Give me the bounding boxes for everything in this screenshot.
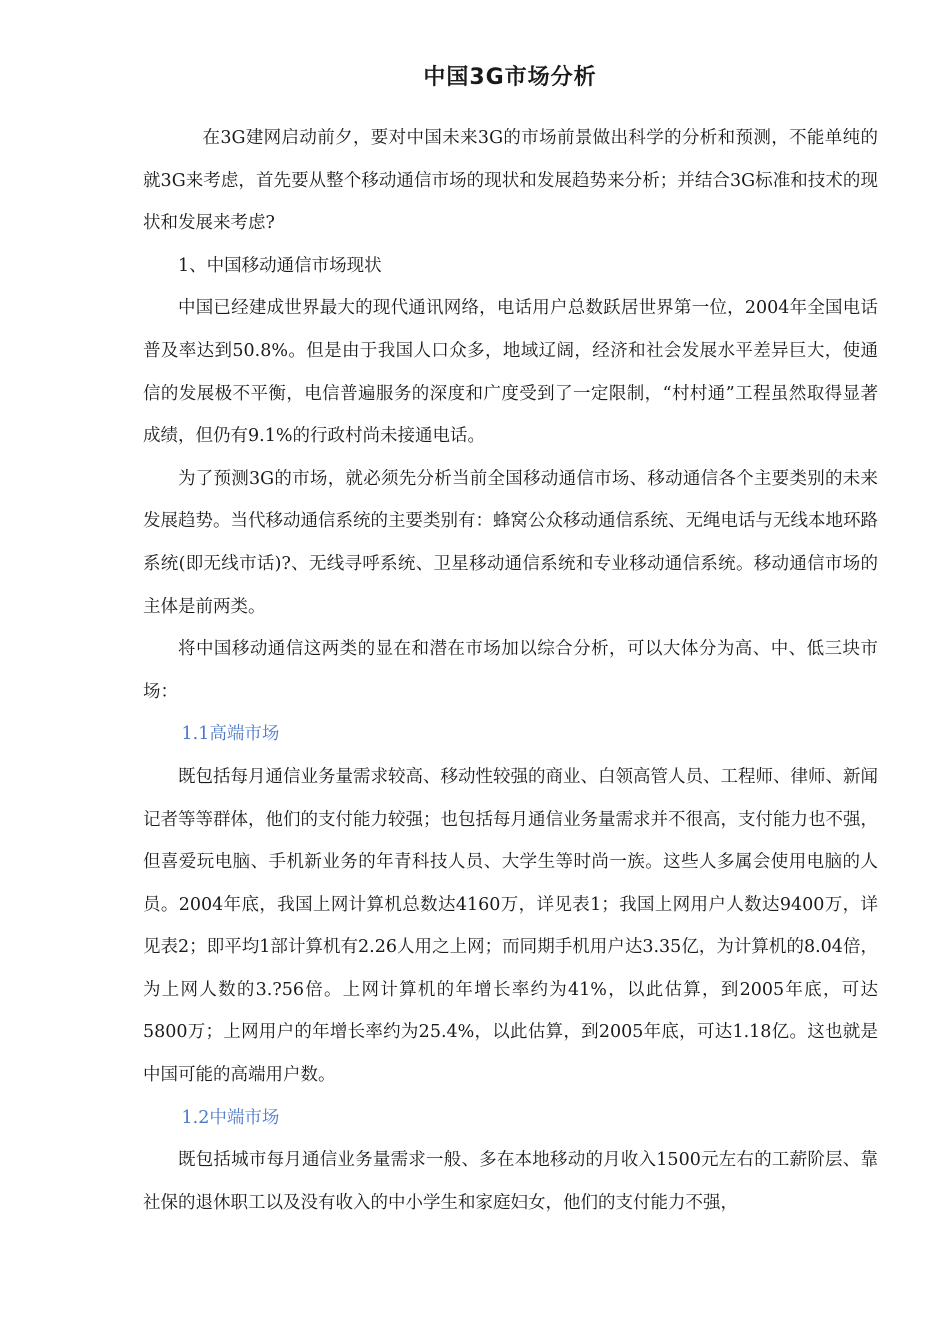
section-heading: 1、中国移动通信市场现状 [178,255,382,276]
body-paragraph: 为了预测3G的市场，就必须先分析当前全国移动通信市场、移动通信各个主要类别的未来发展趋势。当代移动通信系统的主要类别有：蜂窝公众移动通信系统、无绳电话与无线本地环路系统(即无线市话)?、无线寻呼系统、卫星移动通信系统和专业移动通信系统。移动通信市场的主体是前两类。 [143,468,878,617]
subsection-heading: 1.2中端市场 [181,1107,280,1128]
body-paragraph: 既包括每月通信业务量需求较高、移动性较强的商业、白领高管人员、工程师、律师、新闻记者等等群体，他们的支付能力较强；也包括每月通信业务量需求并不很高，支付能力也不强，但喜爱玩电脑、手机新业务的年青科技人员、大学生等时尚一族。这些人多属会使用电脑的人员。2004年底，我国上网计算机总数达4160万，详见表1；我国上网用户人数达9400万，详见表2；即平均1部计算机有2.26人用之上网；而同期手机用户达3.35亿，为计算机的8.04倍，为上网人数的3.?56倍。上网计算机的年增长率约为41%，以此估算，到2005年底，可达5800万；上网用户的年增长率约为25.4%，以此估算，到2005年底，可达1.18亿。这也就是中国可能的高端用户数。 [143,766,878,1086]
body-paragraph: 将中国移动通信这两类的显在和潜在市场加以综合分析，可以大体分为高、中、低三块市场： [143,639,878,702]
subsection-heading: 1.1高端市场 [181,724,280,745]
body-paragraph: 中国已经建成世界最大的现代通讯网络，电话用户总数跃居世界第一位，2004年全国电话普及率达到50.8%。但是由于我国人口众多，地域辽阔，经济和社会发展水平差异巨大，使通信的发展极不平衡，电信普遍服务的深度和广度受到了一定限制，“村村通”工程虽然取得显著成绩，但仍有9.1%的行政村尚未接通电话。 [143,298,878,447]
page-title: 中国3G市场分析 [423,65,597,90]
body-paragraph: 既包括城市每月通信业务量需求一般、多在本地移动的月收入1500元左右的工薪阶层、靠社保的退休职工以及没有收入的中小学生和家庭妇女，他们的支付能力不强， [143,1150,878,1213]
document-body [143,117,878,1224]
intro-paragraph: 在3G建网启动前夕，要对中国未来3G的市场前景做出科学的分析和预测，不能单纯的就3G来考虑，首先要从整个移动通信市场的现状和发展趋势来分析；并结合3G标准和技术的现状和发展来考虑? [143,128,878,234]
